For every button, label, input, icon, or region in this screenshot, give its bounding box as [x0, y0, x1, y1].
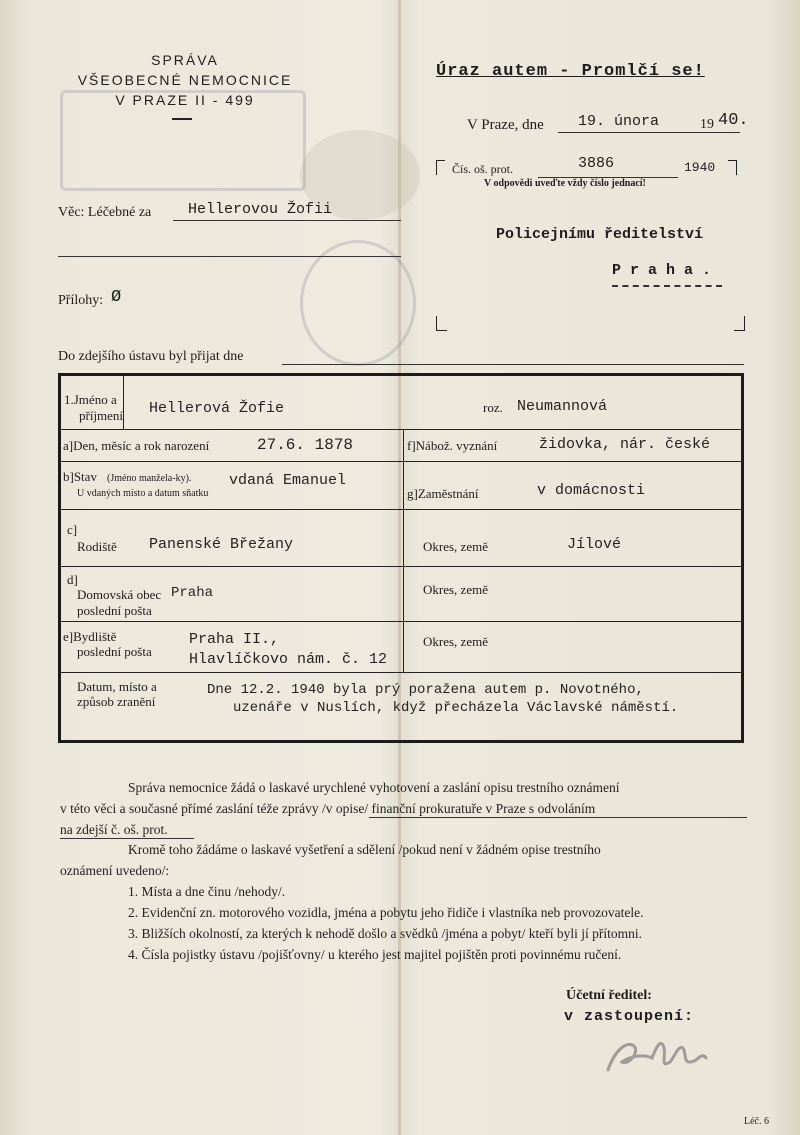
date-year-prefix: 19 [700, 117, 714, 132]
birthplace-value: Panenské Břežany [149, 536, 294, 553]
date-prefix: V Praze, dne [467, 117, 544, 133]
row-divider [61, 509, 741, 510]
recipient-corner-right [734, 316, 745, 331]
office-underline [172, 118, 192, 120]
maiden-label: roz. [483, 400, 503, 415]
injury-label-1: Datum, místo a [77, 679, 157, 694]
name-label-1: 1.Jméno a [64, 392, 117, 407]
subject-line [173, 220, 401, 221]
row-divider [61, 429, 741, 430]
residence-value-1: Praha II., [189, 631, 280, 648]
birth-value: 27.6. 1878 [257, 436, 354, 454]
attachments-value: Ø [111, 288, 122, 307]
district-value-1: Jílové [567, 536, 622, 553]
row-divider [61, 461, 741, 462]
religion-value: židovka, nár. české [539, 436, 711, 453]
paragraph-2-line-1: Kromě toho žádáme o laskavé vyšetření a sdělení /pokud není v žádném opise trestního [128, 842, 601, 857]
paragraph-1-line-3: na zdejší č. oš. prot. [60, 822, 168, 837]
injury-value-1: Dne 12.2. 1940 byla prý poražena autem p. Novotného, [207, 682, 644, 698]
residence-value-2: Hlavlíčkovo nám. č. 12 [189, 651, 388, 668]
request-item-4: 4. Čísla pojistky ústavu /pojišťovny/ u kterého jest majitel pojištěn proti povinnému ručení. [128, 947, 622, 962]
ref-year: 1940 [684, 160, 716, 175]
row-divider [61, 672, 741, 673]
status-label-1: b]Stav [63, 469, 97, 484]
prosecutor-underline [369, 817, 747, 818]
district-label-1: Okres, země [423, 539, 488, 554]
ref-label: Čís. oš. prot. [452, 162, 514, 176]
job-value: v domácnosti [537, 482, 646, 499]
admitted-label: Do zdejšího ústavu byl přijat dne [58, 349, 244, 364]
home-label-1: d] [67, 572, 78, 587]
ref-corner-right [728, 160, 737, 175]
status-value: vdaná Emanuel [229, 472, 347, 489]
ref-corner-left [436, 160, 445, 175]
ref-note: V odpovědi uveďte vždy číslo jednací! [484, 178, 646, 189]
birthplace-label-2: Rodiště [77, 539, 117, 554]
office-line-2: VŠEOBECNÉ NEMOCNICE [77, 72, 293, 88]
home-label-2: Domovská obec [77, 587, 162, 602]
name-label-2: příjmení [79, 408, 124, 423]
job-label: g]Zaměstnání [407, 486, 479, 501]
subject-line-2 [58, 256, 401, 257]
date-day: 19. února [578, 113, 660, 130]
ref-underline [60, 838, 194, 839]
ref-number: 3886 [578, 155, 615, 172]
status-label-2: U vdaných místo a datum sňatku [77, 488, 209, 499]
recipient-line-1: Policejnímu ředitelství [496, 226, 704, 243]
recipient-line-2: P r a h a . [612, 262, 712, 279]
subject-value: Hellerovou Žofii [188, 201, 333, 218]
recipient-underline [612, 285, 722, 287]
attachments-label: Přílohy: [58, 293, 104, 308]
status-label-1b: (Jméno manžela-ky). [107, 473, 192, 484]
form-code: Léč. 6 [744, 1116, 769, 1127]
signature-sub: v zastoupení: [564, 1008, 695, 1025]
recipient-corner-left [436, 316, 447, 331]
warning-text: Úraz autem - Promlčí se! [436, 62, 705, 81]
maiden-value: Neumannová [517, 398, 608, 415]
home-label-3: poslední pošta [77, 603, 152, 618]
name-value: Hellerová Žofie [149, 400, 285, 417]
subject-label: Věc: Léčebné za [58, 205, 152, 220]
religion-label: f]Nábož. vyznání [407, 438, 498, 453]
home-value: Praha [171, 585, 214, 601]
patient-form-table [58, 373, 744, 743]
office-line-1: SPRÁVA [151, 52, 219, 68]
injury-label-2: způsob zranění [77, 694, 156, 709]
request-item-3: 3. Bližších okolností, za kterých k nehodě došlo a svědků /jména a pobyt/ kteří byli jí přítomni. [128, 926, 643, 941]
residence-label-2: poslední pošta [77, 644, 152, 659]
admitted-line [282, 364, 744, 365]
birthplace-label-1: c] [67, 522, 78, 537]
birth-label: a]Den, měsíc a rok narození [63, 438, 210, 453]
office-line-3: V PRAZE II - 499 [115, 92, 255, 108]
row-divider [61, 621, 741, 622]
row-divider [61, 566, 741, 567]
request-item-1: 1. Místa a dne činu /nehody/. [128, 884, 286, 899]
date-year: 40. [718, 111, 749, 130]
signature-title: Účetní ředitel: [566, 988, 652, 1003]
faded-round-stamp [300, 240, 416, 366]
handwritten-signature [600, 1032, 710, 1080]
paragraph-1-line-2: v této věci a současné přímé zaslání téže zprávy /v opise/ finanční prokuratuře v Praze s odvoláním [60, 801, 596, 816]
request-item-2: 2. Evidenční zn. motorového vozidla, jména a pobytu jeho řidiče i vlastníka neb provozovatele. [128, 905, 644, 920]
district-label-2: Okres, země [423, 582, 488, 597]
col-divider [403, 429, 404, 672]
residence-label-1: e]Bydliště [63, 629, 117, 644]
district-label-3: Okres, země [423, 634, 488, 649]
col-divider [123, 376, 124, 429]
paragraph-2-line-2: oznámení uvedeno/: [60, 863, 170, 878]
injury-value-2: uzenáře v Nuslích, když přecházela Václavské náměstí. [233, 700, 679, 716]
paragraph-1-line-1: Správa nemocnice žádá o laskavé urychlené vyhotovení a zaslání opisu trestního oznámení [128, 780, 620, 795]
